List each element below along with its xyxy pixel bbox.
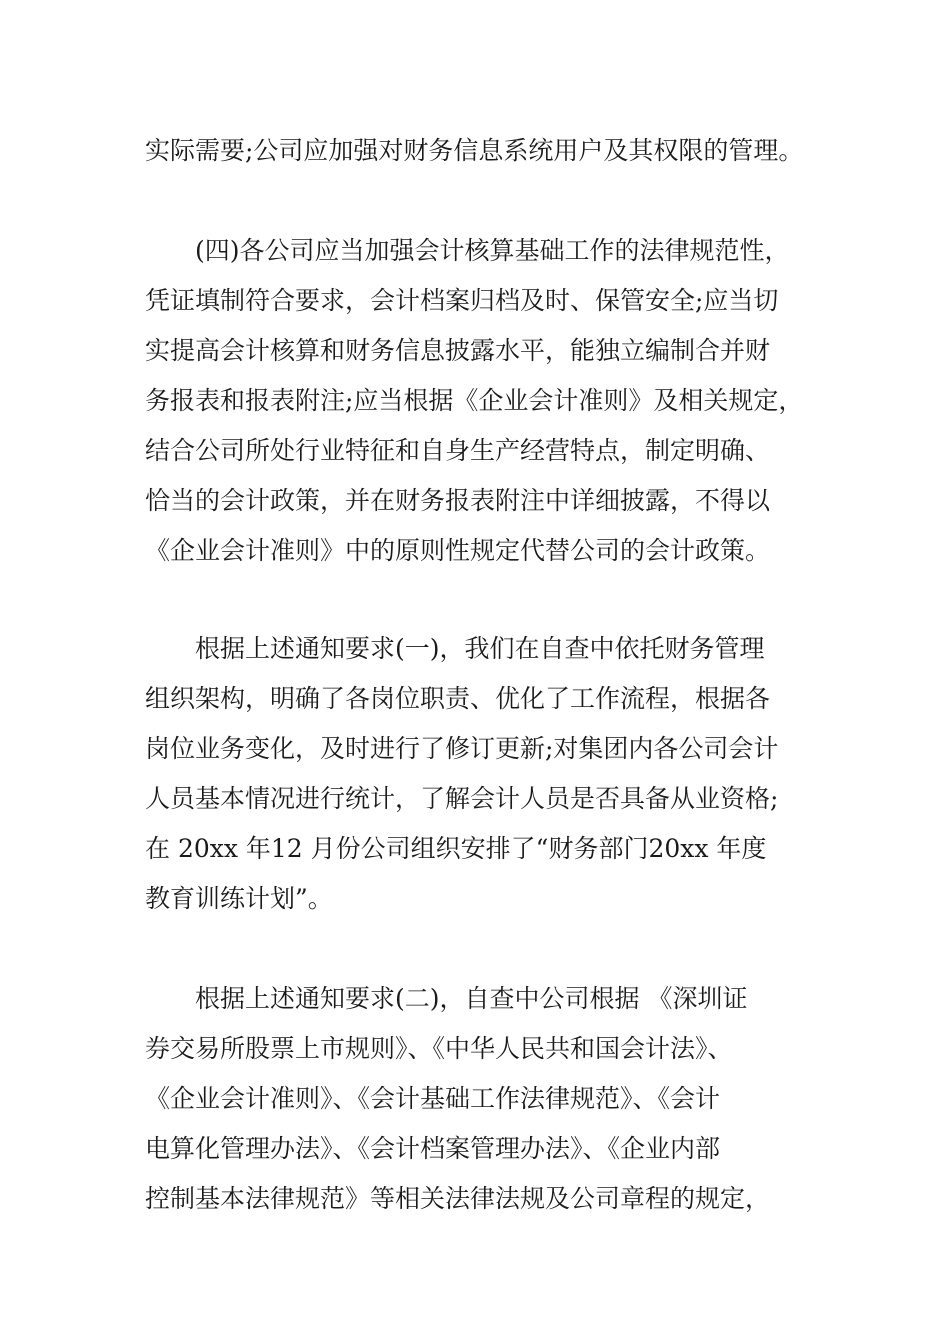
text-line: 岗位业务变化，及时进行了修订更新;对集团内各公司会计	[145, 734, 779, 763]
text-line: 实际需要;公司应加强对财务信息系统用户及其权限的管理。	[145, 136, 804, 165]
text-line: 根据上述通知要求(二)，自查中公司根据 《深圳证	[145, 984, 748, 1013]
text-line: 《企业会计准则》、《会计基础工作法律规范》、《会计	[145, 1084, 721, 1113]
text-line: 《企业会计准则》中的原则性规定代替公司的会计政策。	[145, 536, 771, 565]
text-line: 组织架构，明确了各岗位职责、优化了工作流程，根据各	[145, 684, 771, 713]
text-line: 电算化管理办法》、《会计档案管理办法》、《企业内部	[145, 1134, 721, 1163]
text-line: 实提高会计核算和财务信息披露水平，能独立编制合并财	[145, 336, 771, 365]
text-line: 人员基本情况进行统计，了解会计人员是否具备从业资格;	[145, 784, 779, 813]
text-line: 在 20xx 年12 月份公司组织安排了“财务部门20xx 年度	[145, 834, 767, 863]
text-line: 券交易所股票上市规则》、《中华人民共和国会计法》、	[145, 1034, 733, 1063]
text-line: 结合公司所处行业特征和自身生产经营特点，制定明确、	[145, 436, 771, 465]
text-line: 控制基本法律规范》等相关法律法规及公司章程的规定，	[145, 1184, 771, 1213]
text-line: 恰当的会计政策，并在财务报表附注中详细披露，不得以	[145, 486, 771, 515]
text-line: 根据上述通知要求(一)，我们在自查中依托财务管理	[145, 634, 765, 663]
text-line: 教育训练计划”。	[145, 884, 333, 913]
text-line: 凭证填制符合要求，会计档案归档及时、保管安全;应当切	[145, 286, 779, 315]
text-line: 务报表和报表附注;应当根据《企业会计准则》及相关规定，	[145, 386, 804, 415]
text-line: (四)各公司应当加强会计核算基础工作的法律规范性，	[145, 236, 790, 265]
